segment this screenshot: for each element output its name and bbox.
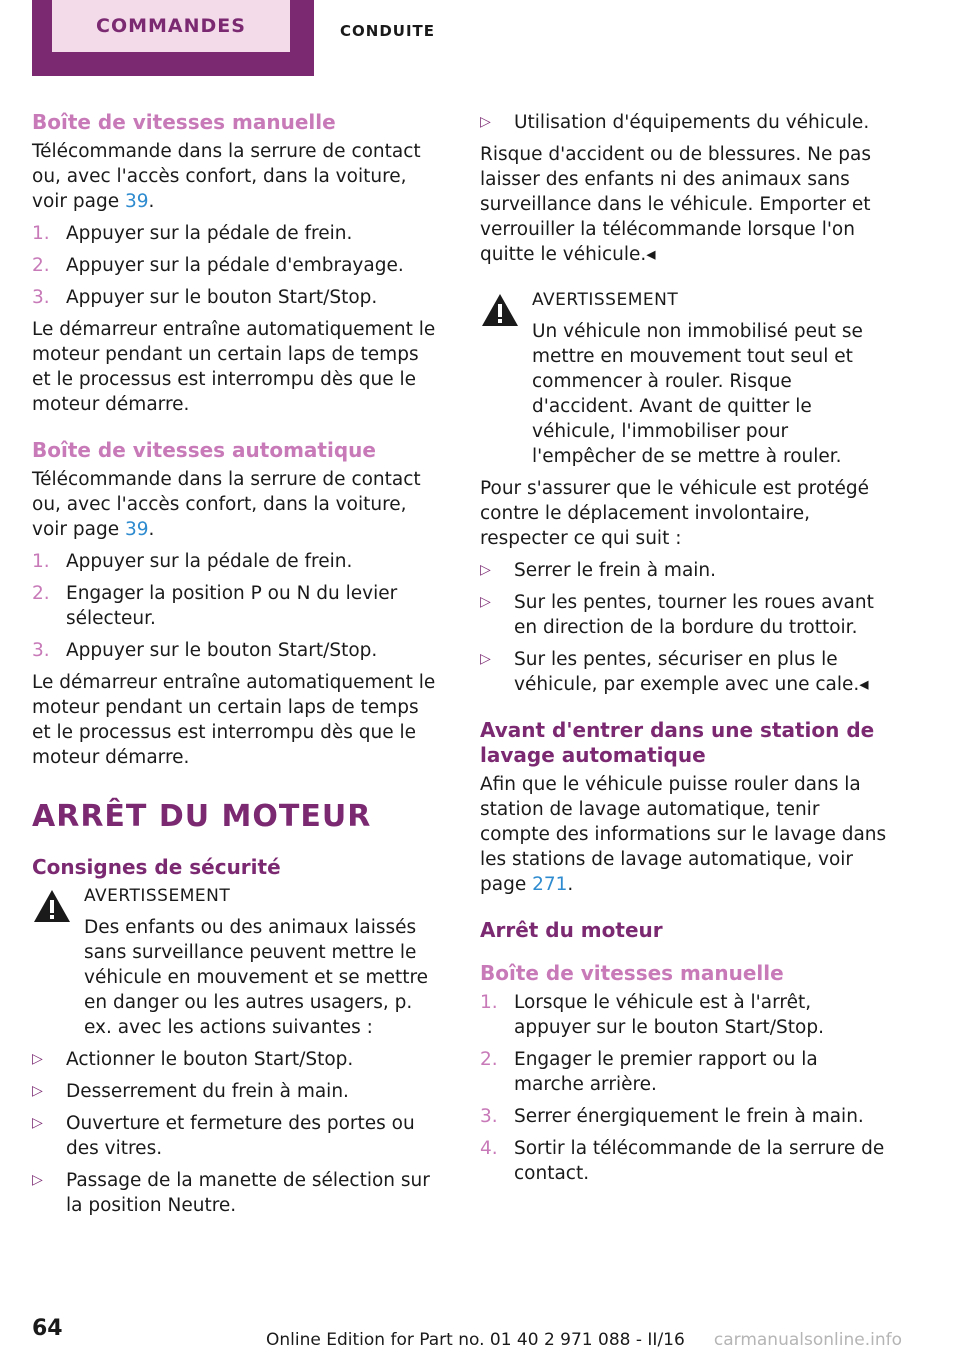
list-item <box>32 1047 442 1072</box>
step-text: Sortir la télécommande de la serrure de contact. <box>514 1138 885 1184</box>
warning-block <box>32 884 442 1040</box>
bullet-text: Utilisation d'équipements du véhicule. <box>514 112 870 133</box>
step-text: Appuyer sur la pédale de frein. <box>66 551 353 572</box>
list-item <box>32 581 442 631</box>
manual-after-text: Le démarreur entraîne automatiquement le moteur pendant un certain laps de temps et le processus est interrompu dès que le moteur démarre. <box>32 319 436 415</box>
section-title: ARRÊT DU MOTEUR <box>32 799 372 834</box>
page-link-39[interactable]: 39 <box>124 191 149 212</box>
right-column <box>480 110 890 1193</box>
step-text: Appuyer sur la pédale de frein. <box>66 223 353 244</box>
list-item <box>480 558 890 583</box>
step-number: 3. <box>480 1106 498 1127</box>
step-number: 4. <box>480 1138 498 1159</box>
warning-icon <box>32 888 72 924</box>
warning-title: AVERTISSEMENT <box>532 290 679 310</box>
wash-heading: Avant d'entrer dans une station de lavage automatique <box>480 718 875 767</box>
bullet-triangle-icon: ▷ <box>480 114 491 130</box>
auto-gearbox-heading: Boîte de vitesses automatique <box>32 438 376 462</box>
list-item <box>480 1136 890 1186</box>
warning-text: Un véhicule non immobilisé peut se mettre en mouvement tout seul et commencer à rouler. Risque d'accident. Avant de quitter le véhicule, l'immobiliser pour l'empêcher de se mettre à rouler. <box>532 321 863 467</box>
list-item <box>480 990 890 1040</box>
list-item <box>32 1111 442 1161</box>
watermark: carmanualsonline.info <box>713 1330 902 1350</box>
list-item <box>32 221 442 246</box>
bullet-text: Passage de la manette de sélection sur la position Neutre. <box>66 1170 430 1216</box>
tab-conduite[interactable]: CONDUITE <box>340 22 436 40</box>
list-item <box>480 647 890 697</box>
step-text: Engager la position P ou N du levier sélecteur. <box>66 583 398 629</box>
risk-text-body: Risque d'accident ou de blessures. Ne pas laisser des enfants ni des animaux sans surveillance dans le véhicule. Emporter et verrouiller la télécommande lorsque l'on quitte le véhicule. <box>480 144 871 265</box>
step-number: 1. <box>32 223 50 244</box>
wash-text-body: Afin que le véhicule puisse rouler dans la station de lavage automatique, tenir compte des informations sur le lavage dans les stations de lavage automatique, voir page <box>480 774 887 895</box>
step-number: 1. <box>480 992 498 1013</box>
warning-title: AVERTISSEMENT <box>84 886 231 906</box>
list-item <box>32 253 442 278</box>
auto-intro <box>32 467 442 542</box>
stop-steps <box>480 990 890 1186</box>
step-text: Engager le premier rapport ou la marche arrière. <box>514 1049 818 1095</box>
step-number: 3. <box>32 640 50 661</box>
left-column <box>32 110 442 1225</box>
secure-intro: Pour s'assurer que le véhicule est protégé contre le déplacement involontaire, respecter ce qui suit : <box>480 478 869 549</box>
step-number: 2. <box>480 1049 498 1070</box>
manual-intro-end: . <box>148 191 155 212</box>
auto-after-text: Le démarreur entraîne automatiquement le moteur pendant un certain laps de temps et le processus est interrompu dès que le moteur démarre. <box>32 672 436 768</box>
step-number: 2. <box>32 255 50 276</box>
bullet-triangle-icon: ▷ <box>480 562 491 578</box>
bullet-text: Ouverture et fermeture des portes ou des vitres. <box>66 1113 415 1159</box>
warning-icon <box>480 292 520 328</box>
page-link-39[interactable]: 39 <box>124 519 149 540</box>
list-item <box>32 638 442 663</box>
bullet-text: Actionner le bouton Start/Stop. <box>66 1049 354 1070</box>
engine-stop-heading: Arrêt du moteur <box>480 918 663 942</box>
step-text: Appuyer sur le bouton Start/Stop. <box>66 287 378 308</box>
list-item <box>480 110 890 135</box>
bullet-triangle-icon: ▷ <box>32 1115 43 1131</box>
secure-bullets <box>480 558 890 697</box>
bullet-triangle-icon: ▷ <box>32 1172 43 1188</box>
page-link-271[interactable]: 271 <box>532 874 568 895</box>
list-item <box>480 1047 890 1097</box>
step-number: 3. <box>32 287 50 308</box>
wash-text <box>480 772 890 897</box>
end-mark-icon: ◂ <box>646 244 656 265</box>
manual-steps <box>32 221 442 310</box>
end-mark-icon: ◂ <box>859 674 869 695</box>
risk-text <box>480 142 890 267</box>
bullet-triangle-icon: ▷ <box>480 594 491 610</box>
list-item <box>32 285 442 310</box>
bullet-triangle-icon: ▷ <box>480 651 491 667</box>
manual-intro-text: Télécommande dans la serrure de contact ou, avec l'accès confort, dans la voiture, voir page <box>32 141 421 212</box>
manual-gearbox-heading: Boîte de vitesses manuelle <box>32 110 336 134</box>
step-text: Appuyer sur le bouton Start/Stop. <box>66 640 378 661</box>
warning-text: Des enfants ou des animaux laissés sans surveillance peuvent mettre le véhicule en mouvement et se mettre en danger ou les autres usagers, p. ex. avec les actions suivantes : <box>84 917 429 1038</box>
bullet-text: Serrer le frein à main. <box>514 560 717 581</box>
step-number: 1. <box>32 551 50 572</box>
wash-text-end: . <box>567 874 574 895</box>
step-text: Serrer énergiquement le frein à main. <box>514 1106 864 1127</box>
bullet-triangle-icon: ▷ <box>32 1083 43 1099</box>
step-text: Appuyer sur la pédale d'embrayage. <box>66 255 404 276</box>
page-number: 64 <box>32 1316 63 1341</box>
edition-footer: Online Edition for Part no. 01 40 2 971 088 - II/16 <box>266 1330 685 1350</box>
safety-heading: Consignes de sécurité <box>32 855 281 879</box>
bullet-text: Desserrement du frein à main. <box>66 1081 349 1102</box>
manual-intro <box>32 139 442 214</box>
warning-block <box>480 288 890 469</box>
bullet-text: Sur les pentes, tourner les roues avant en direction de la bordure du trottoir. <box>514 592 874 638</box>
step-number: 2. <box>32 583 50 604</box>
auto-steps <box>32 549 442 663</box>
list-item <box>32 549 442 574</box>
bullet-text: Sur les pentes, sécuriser en plus le véhicule, par exemple avec une cale. <box>514 649 860 695</box>
auto-intro-end: . <box>148 519 155 540</box>
step-text: Lorsque le véhicule est à l'arrêt, appuyer sur le bouton Start/Stop. <box>514 992 824 1038</box>
warning-bullets <box>32 1047 442 1218</box>
list-item <box>32 1168 442 1218</box>
tab-commandes[interactable]: COMMANDES <box>52 0 290 52</box>
manual-gearbox-heading: Boîte de vitesses manuelle <box>480 961 784 985</box>
list-item <box>32 1079 442 1104</box>
auto-intro-text: Télécommande dans la serrure de contact ou, avec l'accès confort, dans la voiture, voir page <box>32 469 421 540</box>
list-item <box>480 590 890 640</box>
list-item <box>480 1104 890 1129</box>
continued-bullets <box>480 110 890 135</box>
bullet-triangle-icon: ▷ <box>32 1051 43 1067</box>
